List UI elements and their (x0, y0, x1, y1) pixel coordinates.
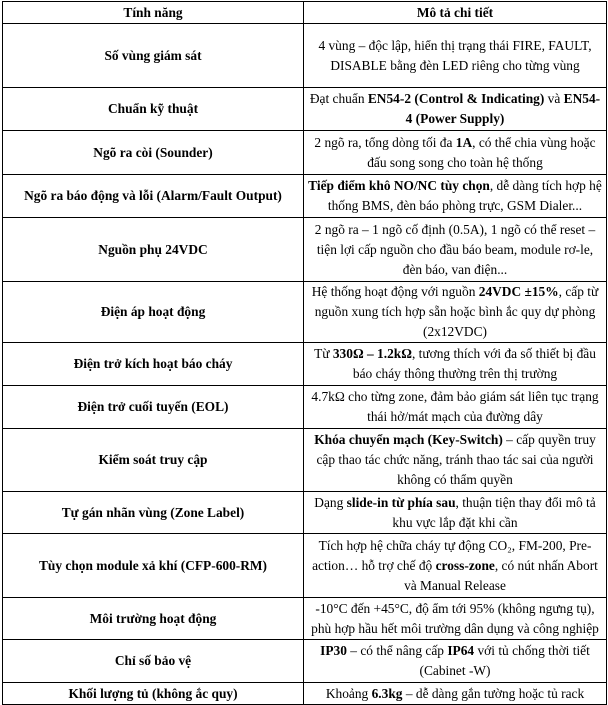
feature-cell: Ngõ ra còi (Sounder) (3, 131, 304, 175)
description-cell (304, 640, 607, 683)
table-row (3, 24, 607, 88)
feature-cell: Kiểm soát truy cập (3, 429, 304, 492)
description-bold-text: EN54-2 (Control & Indicating) (367, 91, 545, 106)
description-text: Đạt chuẩn (309, 91, 368, 106)
description-text: Tích hợp hệ chữa cháy tự động CO₂, FM-200, Pre-action… hỗ trợ chế độ (312, 537, 592, 573)
description-cell (304, 683, 607, 705)
spec-table (2, 1, 607, 705)
description-text: -10°C đến +45°C, độ ẩm tới 95% (không ngưng tụ), phù hợp hầu hết môi trường dân dụng và công nghiệp (311, 600, 599, 636)
description-text: Khoảng (325, 685, 372, 701)
table-row (3, 429, 607, 492)
description-text: , dễ dàng tích hợp hệ thống BMS, đèn báo phòng trực, GSM Dialer... (327, 178, 602, 213)
feature-cell: Điện áp hoạt động (3, 282, 304, 343)
feature-cell: Điện trở kích hoạt báo cháy (3, 343, 304, 386)
description-bold-text: 330Ω – 1.2kΩ (332, 346, 412, 361)
description-cell (304, 218, 607, 282)
description-bold-text: slide-in từ phía sau (346, 494, 456, 510)
description-bold-text: IP30 (320, 643, 347, 658)
description-text: với tủ chống thời tiết (Cabinet -W) (419, 643, 590, 678)
description-text: , tương thích với đa số thiết bị đầu báo cháy thông thường trên thị trường (352, 346, 596, 381)
feature-cell: Môi trường hoạt động (3, 598, 304, 640)
description-text: – cấp quyền truy cập thao tác chức năng, tránh thao tác sai của người không có thẩm quyền (316, 432, 596, 487)
description-text: 2 ngõ ra, tổng dòng tối đa (314, 134, 456, 150)
table-row (3, 282, 607, 343)
header-row (3, 2, 607, 24)
description-bold-text: 6.3kg (371, 685, 403, 701)
description-cell (304, 24, 607, 88)
description-text: 4.7kΩ cho từng zone, đảm bảo giám sát liên tục trạng thái hở/mát mạch của đường dây (311, 389, 599, 424)
description-cell (304, 88, 607, 131)
table-row (3, 598, 607, 640)
description-bold-text: EN54-4 (Power Supply) (405, 91, 601, 126)
description-text: , có nút nhấn Abort và Manual Release (404, 557, 598, 593)
description-bold-text: 24VDC ±15% (478, 284, 559, 299)
description-cell (304, 386, 607, 429)
table-row (3, 640, 607, 683)
description-text: và (544, 91, 564, 106)
table-row (3, 175, 607, 218)
feature-cell: Tùy chọn module xả khí (CFP-600-RM) (3, 534, 304, 598)
table-row (3, 683, 607, 705)
description-cell (304, 492, 607, 534)
description-bold-text: IP64 (447, 643, 475, 658)
description-cell (304, 282, 607, 343)
description-cell (304, 343, 607, 386)
description-text: – có thể nâng cấp (346, 643, 448, 658)
table-row (3, 131, 607, 175)
feature-cell: Chuẩn kỹ thuật (3, 88, 304, 131)
feature-cell: Tự gán nhãn vùng (Zone Label) (3, 492, 304, 534)
description-text: , có thể chia vùng hoặc đấu song song cho toàn hệ thống (367, 134, 596, 170)
feature-cell: Số vùng giám sát (3, 24, 304, 88)
description-bold-text: cross-zone (435, 557, 495, 573)
table-row (3, 88, 607, 131)
description-cell (304, 429, 607, 492)
description-column-header: Mô tả chi tiết (304, 2, 607, 24)
table-row (3, 386, 607, 429)
feature-cell: Chỉ số bảo vệ (3, 640, 304, 683)
description-cell (304, 175, 607, 218)
table-row (3, 343, 607, 386)
description-text: , thuận tiện thay đổi mô tả khu vực lắp đặt khi cần (392, 494, 596, 530)
feature-cell: Ngõ ra báo động và lỗi (Alarm/Fault Output) (3, 175, 304, 218)
description-bold-text: 1A (455, 134, 473, 150)
feature-cell: Nguồn phụ 24VDC (3, 218, 304, 282)
description-text: – dễ dàng gắn tường hoặc tủ rack (402, 685, 585, 701)
description-bold-text: Khóa chuyển mạch (Key-Switch) (314, 432, 503, 447)
description-text: 2 ngõ ra – 1 ngõ cố định (0.5A), 1 ngõ có thể reset – tiện lợi cấp nguồn cho đầu báo beam, module rơ-le, đèn báo, van điện... (314, 221, 596, 277)
description-cell (304, 534, 607, 598)
feature-cell: Điện trở cuối tuyến (EOL) (3, 386, 304, 429)
description-cell (304, 598, 607, 640)
table-row (3, 218, 607, 282)
table-row (3, 534, 607, 598)
description-text: , cấp từ nguồn xung tích hợp sẵn hoặc bình ắc quy dự phòng (2x12VDC) (314, 284, 599, 339)
description-cell (304, 131, 607, 175)
description-bold-text: Tiếp điểm khô NO/NC tùy chọn (308, 178, 490, 193)
description-text: Từ (314, 346, 333, 361)
feature-column-header: Tính năng (3, 2, 304, 24)
description-text: Hệ thống hoạt động với nguồn (311, 284, 479, 299)
description-text: Dạng (314, 494, 347, 510)
feature-cell: Khối lượng tủ (không ắc quy) (3, 683, 304, 705)
description-text: 4 vùng – độc lập, hiển thị trạng thái FIRE, FAULT, DISABLE bằng đèn LED riêng cho từng vùng (318, 37, 592, 73)
table-row (3, 492, 607, 534)
